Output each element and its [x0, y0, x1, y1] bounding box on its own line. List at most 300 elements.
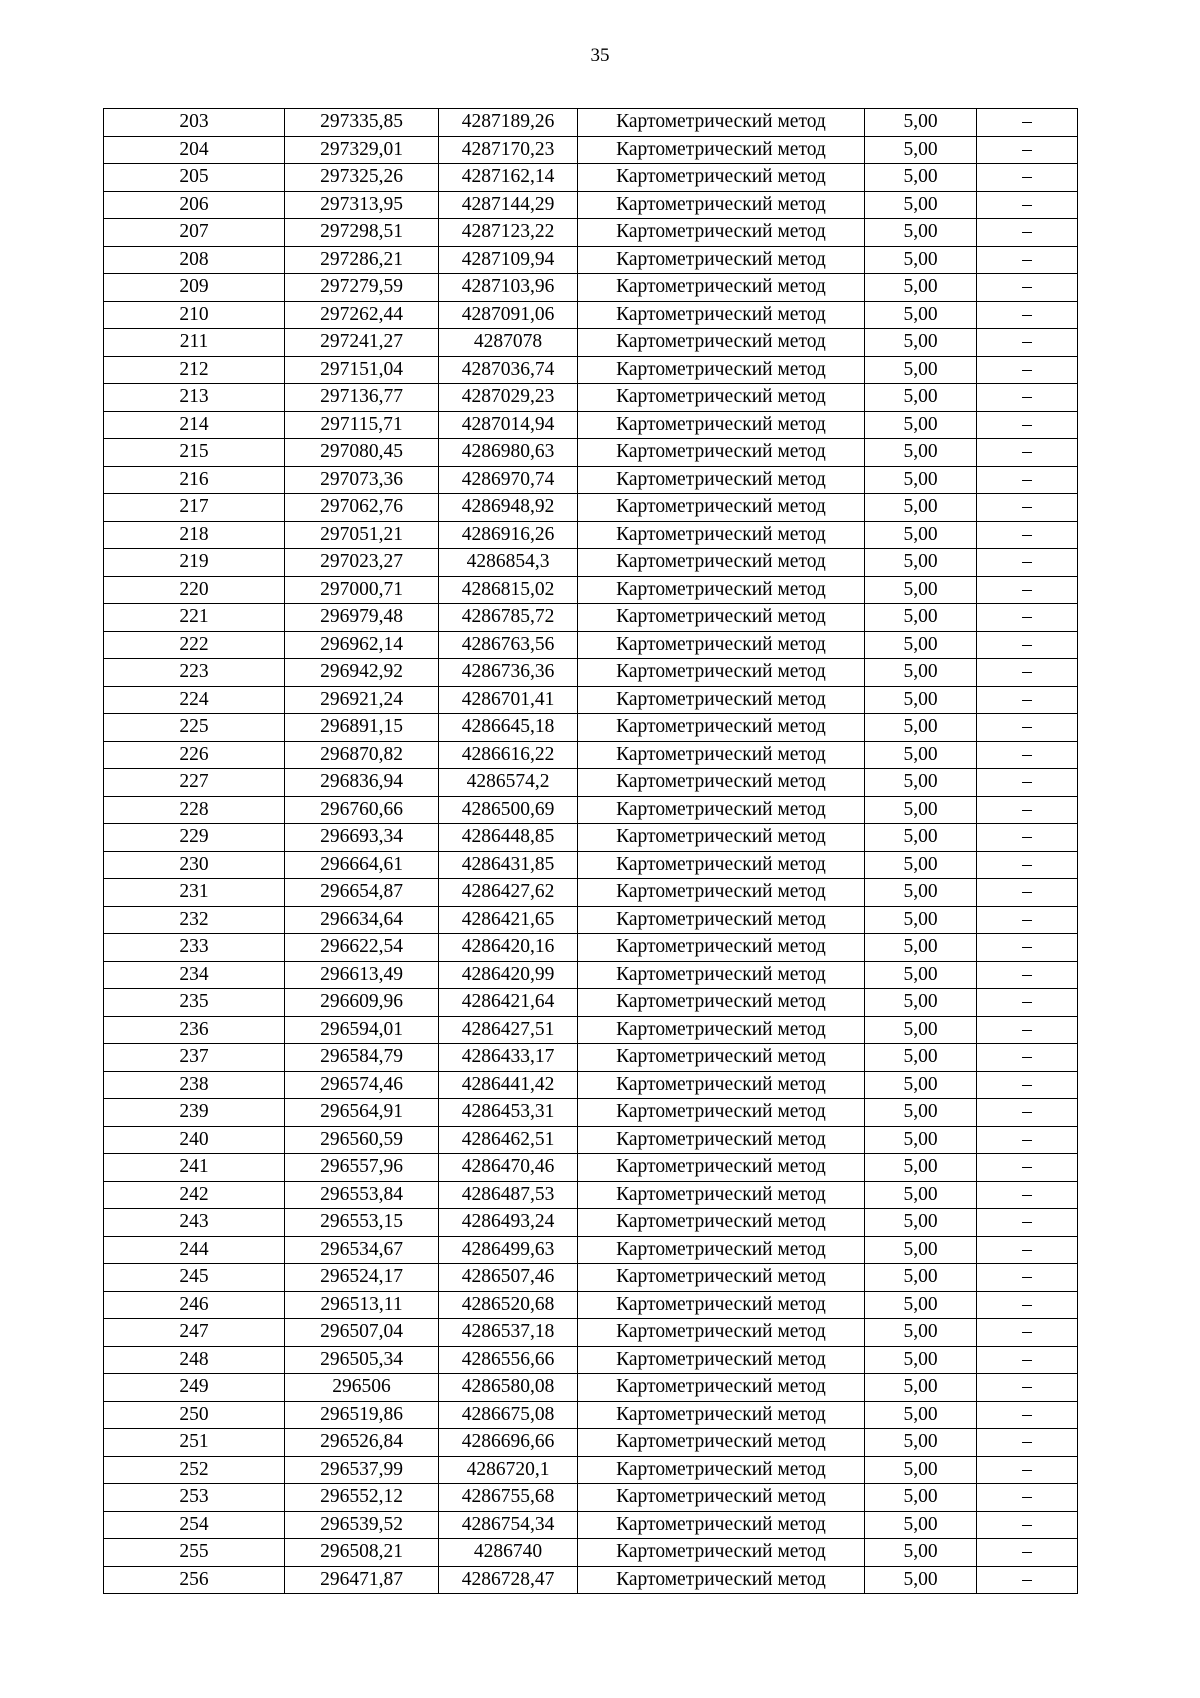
point-number-cell: 213	[104, 384, 285, 412]
x-coordinate-cell: 296519,86	[285, 1401, 439, 1429]
x-coordinate-cell: 297136,77	[285, 384, 439, 412]
method-cell: Картометрический метод	[578, 659, 865, 687]
accuracy-cell: 5,00	[865, 824, 977, 852]
y-coordinate-cell: 4286448,85	[439, 824, 578, 852]
x-coordinate-cell: 296664,61	[285, 851, 439, 879]
x-coordinate-cell: 296524,17	[285, 1264, 439, 1292]
y-coordinate-cell: 4286537,18	[439, 1319, 578, 1347]
table-row	[104, 356, 1078, 384]
y-coordinate-cell: 4287091,06	[439, 301, 578, 329]
coordinates-table-body	[104, 109, 1078, 1594]
table-row	[104, 301, 1078, 329]
point-number-cell: 235	[104, 989, 285, 1017]
method-cell: Картометрический метод	[578, 576, 865, 604]
point-number-cell: 250	[104, 1401, 285, 1429]
y-coordinate-cell: 4286427,51	[439, 1016, 578, 1044]
table-row	[104, 631, 1078, 659]
note-cell: –	[977, 246, 1078, 274]
x-coordinate-cell: 296564,91	[285, 1099, 439, 1127]
accuracy-cell: 5,00	[865, 576, 977, 604]
x-coordinate-cell: 296693,34	[285, 824, 439, 852]
point-number-cell: 203	[104, 109, 285, 137]
note-cell: –	[977, 851, 1078, 879]
y-coordinate-cell: 4286701,41	[439, 686, 578, 714]
method-cell: Картометрический метод	[578, 934, 865, 962]
table-row	[104, 109, 1078, 137]
point-number-cell: 207	[104, 219, 285, 247]
x-coordinate-cell: 296962,14	[285, 631, 439, 659]
point-number-cell: 234	[104, 961, 285, 989]
x-coordinate-cell: 296560,59	[285, 1126, 439, 1154]
table-row	[104, 851, 1078, 879]
accuracy-cell: 5,00	[865, 934, 977, 962]
accuracy-cell: 5,00	[865, 356, 977, 384]
x-coordinate-cell: 296506	[285, 1374, 439, 1402]
accuracy-cell: 5,00	[865, 1099, 977, 1127]
y-coordinate-cell: 4287144,29	[439, 191, 578, 219]
x-coordinate-cell: 297298,51	[285, 219, 439, 247]
note-cell: –	[977, 439, 1078, 467]
point-number-cell: 219	[104, 549, 285, 577]
accuracy-cell: 5,00	[865, 1429, 977, 1457]
point-number-cell: 229	[104, 824, 285, 852]
accuracy-cell: 5,00	[865, 1044, 977, 1072]
accuracy-cell: 5,00	[865, 246, 977, 274]
x-coordinate-cell: 297073,36	[285, 466, 439, 494]
point-number-cell: 254	[104, 1511, 285, 1539]
note-cell: –	[977, 1456, 1078, 1484]
method-cell: Картометрический метод	[578, 906, 865, 934]
point-number-cell: 248	[104, 1346, 285, 1374]
accuracy-cell: 5,00	[865, 1539, 977, 1567]
point-number-cell: 217	[104, 494, 285, 522]
method-cell: Картометрический метод	[578, 631, 865, 659]
method-cell: Картометрический метод	[578, 1044, 865, 1072]
method-cell: Картометрический метод	[578, 109, 865, 137]
note-cell: –	[977, 1181, 1078, 1209]
note-cell: –	[977, 686, 1078, 714]
note-cell: –	[977, 1126, 1078, 1154]
point-number-cell: 215	[104, 439, 285, 467]
x-coordinate-cell: 297279,59	[285, 274, 439, 302]
note-cell: –	[977, 879, 1078, 907]
method-cell: Картометрический метод	[578, 686, 865, 714]
point-number-cell: 224	[104, 686, 285, 714]
x-coordinate-cell: 296584,79	[285, 1044, 439, 1072]
x-coordinate-cell: 296942,92	[285, 659, 439, 687]
table-row	[104, 741, 1078, 769]
y-coordinate-cell: 4286431,85	[439, 851, 578, 879]
note-cell: –	[977, 191, 1078, 219]
point-number-cell: 251	[104, 1429, 285, 1457]
method-cell: Картометрический метод	[578, 1154, 865, 1182]
y-coordinate-cell: 4287162,14	[439, 164, 578, 192]
note-cell: –	[977, 1209, 1078, 1237]
method-cell: Картометрический метод	[578, 1511, 865, 1539]
point-number-cell: 245	[104, 1264, 285, 1292]
accuracy-cell: 5,00	[865, 1291, 977, 1319]
note-cell: –	[977, 824, 1078, 852]
note-cell: –	[977, 384, 1078, 412]
accuracy-cell: 5,00	[865, 1016, 977, 1044]
y-coordinate-cell: 4286420,16	[439, 934, 578, 962]
accuracy-cell: 5,00	[865, 109, 977, 137]
table-row	[104, 219, 1078, 247]
y-coordinate-cell: 4286736,36	[439, 659, 578, 687]
point-number-cell: 218	[104, 521, 285, 549]
point-number-cell: 209	[104, 274, 285, 302]
table-row	[104, 1181, 1078, 1209]
table-row	[104, 1484, 1078, 1512]
x-coordinate-cell: 297151,04	[285, 356, 439, 384]
x-coordinate-cell: 297051,21	[285, 521, 439, 549]
note-cell: –	[977, 1429, 1078, 1457]
method-cell: Картометрический метод	[578, 1071, 865, 1099]
point-number-cell: 255	[104, 1539, 285, 1567]
table-row	[104, 521, 1078, 549]
y-coordinate-cell: 4286499,63	[439, 1236, 578, 1264]
accuracy-cell: 5,00	[865, 1154, 977, 1182]
method-cell: Картометрический метод	[578, 1566, 865, 1594]
y-coordinate-cell: 4286487,53	[439, 1181, 578, 1209]
accuracy-cell: 5,00	[865, 1484, 977, 1512]
y-coordinate-cell: 4287014,94	[439, 411, 578, 439]
x-coordinate-cell: 297329,01	[285, 136, 439, 164]
y-coordinate-cell: 4286948,92	[439, 494, 578, 522]
point-number-cell: 216	[104, 466, 285, 494]
y-coordinate-cell: 4286854,3	[439, 549, 578, 577]
point-number-cell: 239	[104, 1099, 285, 1127]
x-coordinate-cell: 297335,85	[285, 109, 439, 137]
point-number-cell: 252	[104, 1456, 285, 1484]
table-row	[104, 576, 1078, 604]
method-cell: Картометрический метод	[578, 549, 865, 577]
point-number-cell: 249	[104, 1374, 285, 1402]
x-coordinate-cell: 296921,24	[285, 686, 439, 714]
method-cell: Картометрический метод	[578, 1401, 865, 1429]
accuracy-cell: 5,00	[865, 411, 977, 439]
accuracy-cell: 5,00	[865, 1236, 977, 1264]
table-row	[104, 1209, 1078, 1237]
method-cell: Картометрический метод	[578, 1374, 865, 1402]
y-coordinate-cell: 4286493,24	[439, 1209, 578, 1237]
table-row	[104, 274, 1078, 302]
x-coordinate-cell: 297241,27	[285, 329, 439, 357]
note-cell: –	[977, 1154, 1078, 1182]
point-number-cell: 223	[104, 659, 285, 687]
y-coordinate-cell: 4286421,64	[439, 989, 578, 1017]
accuracy-cell: 5,00	[865, 906, 977, 934]
point-number-cell: 228	[104, 796, 285, 824]
y-coordinate-cell: 4286675,08	[439, 1401, 578, 1429]
table-row	[104, 879, 1078, 907]
note-cell: –	[977, 989, 1078, 1017]
accuracy-cell: 5,00	[865, 741, 977, 769]
table-row	[104, 1291, 1078, 1319]
x-coordinate-cell: 296526,84	[285, 1429, 439, 1457]
table-row	[104, 659, 1078, 687]
y-coordinate-cell: 4286556,66	[439, 1346, 578, 1374]
x-coordinate-cell: 296654,87	[285, 879, 439, 907]
y-coordinate-cell: 4286785,72	[439, 604, 578, 632]
x-coordinate-cell: 297000,71	[285, 576, 439, 604]
y-coordinate-cell: 4286507,46	[439, 1264, 578, 1292]
method-cell: Картометрический метод	[578, 1264, 865, 1292]
accuracy-cell: 5,00	[865, 521, 977, 549]
method-cell: Картометрический метод	[578, 1291, 865, 1319]
table-row	[104, 1456, 1078, 1484]
y-coordinate-cell: 4286645,18	[439, 714, 578, 742]
x-coordinate-cell: 297313,95	[285, 191, 439, 219]
table-row	[104, 1154, 1078, 1182]
y-coordinate-cell: 4286462,51	[439, 1126, 578, 1154]
note-cell: –	[977, 934, 1078, 962]
table-row	[104, 769, 1078, 797]
point-number-cell: 212	[104, 356, 285, 384]
table-row	[104, 989, 1078, 1017]
y-coordinate-cell: 4286453,31	[439, 1099, 578, 1127]
point-number-cell: 244	[104, 1236, 285, 1264]
point-number-cell: 253	[104, 1484, 285, 1512]
accuracy-cell: 5,00	[865, 191, 977, 219]
note-cell: –	[977, 741, 1078, 769]
point-number-cell: 226	[104, 741, 285, 769]
x-coordinate-cell: 296574,46	[285, 1071, 439, 1099]
y-coordinate-cell: 4287036,74	[439, 356, 578, 384]
accuracy-cell: 5,00	[865, 136, 977, 164]
y-coordinate-cell: 4286500,69	[439, 796, 578, 824]
x-coordinate-cell: 296557,96	[285, 1154, 439, 1182]
point-number-cell: 225	[104, 714, 285, 742]
point-number-cell: 220	[104, 576, 285, 604]
point-number-cell: 237	[104, 1044, 285, 1072]
method-cell: Картометрический метод	[578, 1456, 865, 1484]
x-coordinate-cell: 297115,71	[285, 411, 439, 439]
x-coordinate-cell: 296537,99	[285, 1456, 439, 1484]
note-cell: –	[977, 1539, 1078, 1567]
method-cell: Картометрический метод	[578, 714, 865, 742]
y-coordinate-cell: 4286720,1	[439, 1456, 578, 1484]
note-cell: –	[977, 219, 1078, 247]
note-cell: –	[977, 659, 1078, 687]
table-row	[104, 136, 1078, 164]
table-row	[104, 246, 1078, 274]
point-number-cell: 233	[104, 934, 285, 962]
x-coordinate-cell: 296594,01	[285, 1016, 439, 1044]
table-row	[104, 1429, 1078, 1457]
table-row	[104, 906, 1078, 934]
table-row	[104, 1016, 1078, 1044]
accuracy-cell: 5,00	[865, 439, 977, 467]
note-cell: –	[977, 1099, 1078, 1127]
note-cell: –	[977, 356, 1078, 384]
note-cell: –	[977, 521, 1078, 549]
y-coordinate-cell: 4286616,22	[439, 741, 578, 769]
accuracy-cell: 5,00	[865, 1511, 977, 1539]
accuracy-cell: 5,00	[865, 1374, 977, 1402]
accuracy-cell: 5,00	[865, 796, 977, 824]
x-coordinate-cell: 297262,44	[285, 301, 439, 329]
note-cell: –	[977, 1346, 1078, 1374]
note-cell: –	[977, 1044, 1078, 1072]
table-row	[104, 1319, 1078, 1347]
x-coordinate-cell: 296553,84	[285, 1181, 439, 1209]
accuracy-cell: 5,00	[865, 1181, 977, 1209]
accuracy-cell: 5,00	[865, 1346, 977, 1374]
point-number-cell: 208	[104, 246, 285, 274]
method-cell: Картометрический метод	[578, 136, 865, 164]
method-cell: Картометрический метод	[578, 164, 865, 192]
accuracy-cell: 5,00	[865, 686, 977, 714]
point-number-cell: 210	[104, 301, 285, 329]
accuracy-cell: 5,00	[865, 164, 977, 192]
point-number-cell: 221	[104, 604, 285, 632]
note-cell: –	[977, 136, 1078, 164]
accuracy-cell: 5,00	[865, 1401, 977, 1429]
method-cell: Картометрический метод	[578, 1181, 865, 1209]
x-coordinate-cell: 297023,27	[285, 549, 439, 577]
note-cell: –	[977, 1566, 1078, 1594]
y-coordinate-cell: 4286755,68	[439, 1484, 578, 1512]
point-number-cell: 240	[104, 1126, 285, 1154]
note-cell: –	[977, 109, 1078, 137]
note-cell: –	[977, 576, 1078, 604]
x-coordinate-cell: 296507,04	[285, 1319, 439, 1347]
accuracy-cell: 5,00	[865, 961, 977, 989]
x-coordinate-cell: 296836,94	[285, 769, 439, 797]
accuracy-cell: 5,00	[865, 879, 977, 907]
accuracy-cell: 5,00	[865, 989, 977, 1017]
x-coordinate-cell: 296513,11	[285, 1291, 439, 1319]
method-cell: Картометрический метод	[578, 989, 865, 1017]
table-row	[104, 439, 1078, 467]
table-row	[104, 1264, 1078, 1292]
method-cell: Картометрический метод	[578, 1236, 865, 1264]
note-cell: –	[977, 164, 1078, 192]
table-row	[104, 604, 1078, 632]
x-coordinate-cell: 296471,87	[285, 1566, 439, 1594]
method-cell: Картометрический метод	[578, 246, 865, 274]
accuracy-cell: 5,00	[865, 466, 977, 494]
note-cell: –	[977, 411, 1078, 439]
y-coordinate-cell: 4286470,46	[439, 1154, 578, 1182]
accuracy-cell: 5,00	[865, 631, 977, 659]
y-coordinate-cell: 4287189,26	[439, 109, 578, 137]
x-coordinate-cell: 296534,67	[285, 1236, 439, 1264]
accuracy-cell: 5,00	[865, 549, 977, 577]
note-cell: –	[977, 1511, 1078, 1539]
y-coordinate-cell: 4287029,23	[439, 384, 578, 412]
point-number-cell: 232	[104, 906, 285, 934]
table-row	[104, 384, 1078, 412]
note-cell: –	[977, 274, 1078, 302]
y-coordinate-cell: 4286754,34	[439, 1511, 578, 1539]
y-coordinate-cell: 4287123,22	[439, 219, 578, 247]
method-cell: Картометрический метод	[578, 769, 865, 797]
point-number-cell: 236	[104, 1016, 285, 1044]
table-row	[104, 1126, 1078, 1154]
note-cell: –	[977, 301, 1078, 329]
accuracy-cell: 5,00	[865, 714, 977, 742]
note-cell: –	[977, 906, 1078, 934]
point-number-cell: 241	[104, 1154, 285, 1182]
note-cell: –	[977, 1236, 1078, 1264]
table-row	[104, 1044, 1078, 1072]
point-number-cell: 214	[104, 411, 285, 439]
method-cell: Картометрический метод	[578, 329, 865, 357]
y-coordinate-cell: 4286433,17	[439, 1044, 578, 1072]
note-cell: –	[977, 494, 1078, 522]
table-row	[104, 934, 1078, 962]
method-cell: Картометрический метод	[578, 356, 865, 384]
table-row	[104, 1099, 1078, 1127]
note-cell: –	[977, 631, 1078, 659]
point-number-cell: 246	[104, 1291, 285, 1319]
note-cell: –	[977, 1264, 1078, 1292]
x-coordinate-cell: 296891,15	[285, 714, 439, 742]
accuracy-cell: 5,00	[865, 494, 977, 522]
method-cell: Картометрический метод	[578, 1319, 865, 1347]
accuracy-cell: 5,00	[865, 604, 977, 632]
x-coordinate-cell: 296539,52	[285, 1511, 439, 1539]
method-cell: Картометрический метод	[578, 1539, 865, 1567]
x-coordinate-cell: 296870,82	[285, 741, 439, 769]
note-cell: –	[977, 796, 1078, 824]
note-cell: –	[977, 329, 1078, 357]
y-coordinate-cell: 4287103,96	[439, 274, 578, 302]
table-row	[104, 1511, 1078, 1539]
note-cell: –	[977, 1016, 1078, 1044]
accuracy-cell: 5,00	[865, 1566, 977, 1594]
point-number-cell: 230	[104, 851, 285, 879]
method-cell: Картометрический метод	[578, 604, 865, 632]
table-row	[104, 824, 1078, 852]
accuracy-cell: 5,00	[865, 274, 977, 302]
method-cell: Картометрический метод	[578, 796, 865, 824]
table-row	[104, 549, 1078, 577]
accuracy-cell: 5,00	[865, 1264, 977, 1292]
x-coordinate-cell: 296979,48	[285, 604, 439, 632]
method-cell: Картометрический метод	[578, 219, 865, 247]
x-coordinate-cell: 296634,64	[285, 906, 439, 934]
table-row	[104, 164, 1078, 192]
table-row	[104, 1566, 1078, 1594]
method-cell: Картометрический метод	[578, 1484, 865, 1512]
note-cell: –	[977, 769, 1078, 797]
table-row	[104, 1539, 1078, 1567]
x-coordinate-cell: 297080,45	[285, 439, 439, 467]
accuracy-cell: 5,00	[865, 851, 977, 879]
method-cell: Картометрический метод	[578, 851, 865, 879]
y-coordinate-cell: 4286427,62	[439, 879, 578, 907]
y-coordinate-cell: 4287078	[439, 329, 578, 357]
y-coordinate-cell: 4286580,08	[439, 1374, 578, 1402]
point-number-cell: 204	[104, 136, 285, 164]
method-cell: Картометрический метод	[578, 494, 865, 522]
accuracy-cell: 5,00	[865, 219, 977, 247]
method-cell: Картометрический метод	[578, 824, 865, 852]
x-coordinate-cell: 296760,66	[285, 796, 439, 824]
y-coordinate-cell: 4286763,56	[439, 631, 578, 659]
y-coordinate-cell: 4286970,74	[439, 466, 578, 494]
point-number-cell: 206	[104, 191, 285, 219]
method-cell: Картометрический метод	[578, 1016, 865, 1044]
note-cell: –	[977, 1319, 1078, 1347]
accuracy-cell: 5,00	[865, 1071, 977, 1099]
table-row	[104, 329, 1078, 357]
method-cell: Картометрический метод	[578, 741, 865, 769]
table-row	[104, 1346, 1078, 1374]
